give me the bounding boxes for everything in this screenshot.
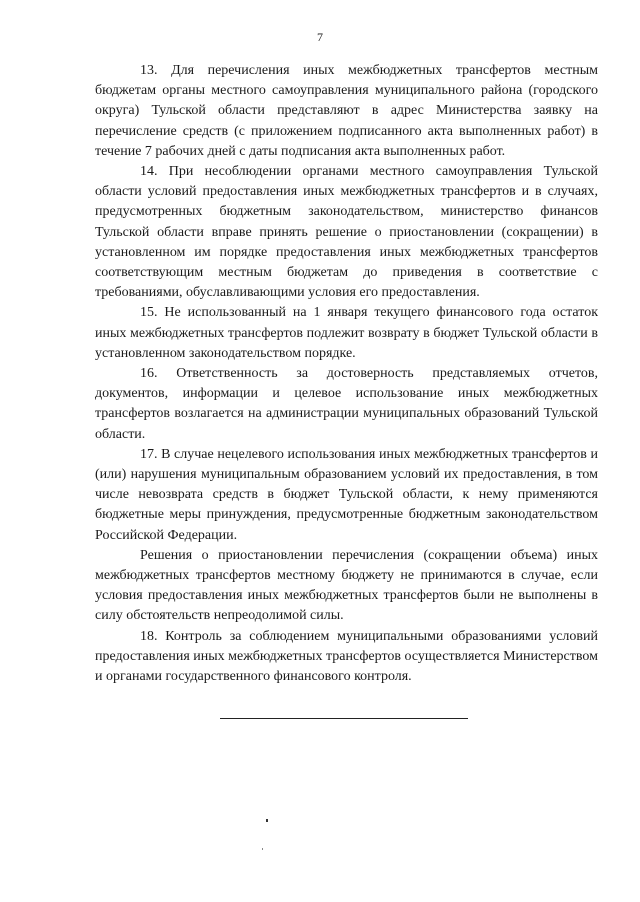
document-body xyxy=(95,61,598,687)
paragraph-14: 14. При несоблюдении органами местного самоуправления Тульской области условий предоставления иных межбюджетных трансфертов и в случаях, предусмотренных бюджетным законодательством, министерство финансов Тульской области вправе принять решение о приостановлении (сокращении) в установленном им порядке предоставления иных межбюджетных трансфертов соответствующим местным бюджетам до приведения в соответствие с требованиями, обуславливающими условия его предоставления. xyxy=(95,164,598,301)
paragraph-16: 16. Ответственность за достоверность представляемых отчетов, документов, информации и целевое использование иных межбюджетных трансфертов возлагается на администрации муниципальных образований Тульской области. xyxy=(95,366,598,442)
paragraph-17: 17. В случае нецелевого использования иных межбюджетных трансфертов и (или) нарушения муниципальным образованием условий их предоставления, в том числе невозврата средств в бюджет Тульской области, к нему применяются бюджетные меры принуждения, предусмотренные бюджетным законодательством Российской Федерации. xyxy=(95,446,598,543)
paragraph-15: 15. Не использованный на 1 января текущего финансового года остаток иных межбюджетных трансфертов подлежит возврату в бюджет Тульской области в установленном законодательством порядке. xyxy=(95,305,598,361)
end-separator-line xyxy=(220,718,468,719)
page-number: 7 xyxy=(317,30,323,44)
paragraph-13: 13. Для перечисления иных межбюджетных трансфертов местным бюджетам органы местного самоуправления муниципального района (городского округа) Тульской области представляют в адрес Министерства заявку на перечисление средств (с приложением подписанного акта выполненных работ) в течение 7 рабочих дней с даты подписания акта выполненных работ. xyxy=(95,63,598,159)
scan-speck xyxy=(266,819,268,822)
paragraph-17-continuation: Решения о приостановлении перечисления (сокращении объема) иных межбюджетных трансфертов местному бюджету не принимаются в случае, если условия предоставления иных межбюджетных трансфертов были не выполнены в силу обстоятельств непреодолимой силы. xyxy=(95,547,598,624)
paragraph-18: 18. Контроль за соблюдением муниципальными образованиями условий предоставления иных межбюджетных трансфертов осуществляется Министерством и органами государственного финансового контроля. xyxy=(95,628,598,685)
scan-speck xyxy=(262,848,263,850)
